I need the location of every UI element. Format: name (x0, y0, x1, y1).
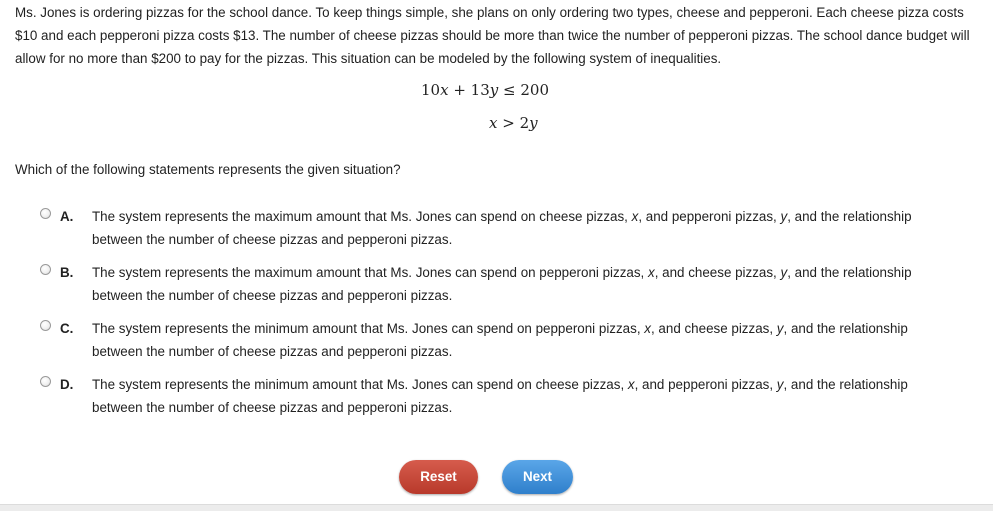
eq2-relation: > (497, 114, 520, 132)
inequality-budget (421, 81, 549, 99)
option-d-text-post: , and the relationship between the number of cheese pizzas and pepperoni pizzas. (92, 377, 908, 415)
option-a-text-post: , and the relationship between the number of cheese pizzas and pepperoni pizzas. (92, 209, 912, 247)
option-d-text-mid: , and pepperoni pizzas, (634, 377, 777, 392)
option-d-text[interactable] (92, 373, 912, 419)
option-d-text-pre: The system represents the minimum amount that Ms. Jones can spend on cheese pizzas, (92, 377, 628, 392)
eq1-plus: + (448, 81, 471, 99)
option-b[interactable] (0, 261, 993, 309)
option-b-text-pre: The system represents the maximum amount that Ms. Jones can spend on pepperoni pizzas, (92, 265, 648, 280)
option-a-letter: A. (60, 209, 74, 224)
option-b-radio[interactable] (40, 264, 51, 275)
next-button[interactable]: Next (502, 460, 573, 494)
reset-button[interactable]: Reset (399, 460, 478, 494)
eq1-var-x: x (440, 81, 449, 99)
option-b-letter: B. (60, 265, 74, 280)
option-c-text-pre: The system represents the minimum amount that Ms. Jones can spend on pepperoni pizzas, (92, 321, 645, 336)
option-c-var2: y (776, 321, 784, 336)
option-c-text-post: , and the relationship between the number of cheese pizzas and pepperoni pizzas. (92, 321, 908, 359)
problem-passage: Ms. Jones is ordering pizzas for the school dance. To keep things simple, she plans on only ordering two types, cheese and pepperoni. Each cheese pizza costs $10 and each pepperoni pizza costs $13. The number of cheese pizzas should be more than twice the number of pepperoni pizzas. The school dance budget will allow for no more than $200 to pay for the pizzas. This situation can be modeled by the following system of inequalities. (15, 5, 970, 66)
eq1-coef-a: 10 (421, 81, 441, 99)
option-c-text-mid: , and cheese pizzas, (650, 321, 777, 336)
question-prompt: Which of the following statements represents the given situation? (15, 162, 401, 177)
option-a-var1: x (631, 209, 639, 224)
option-b-var1: x (648, 265, 655, 280)
option-c-text[interactable] (92, 317, 912, 363)
option-a-text[interactable] (92, 205, 912, 251)
bottom-divider (0, 504, 993, 511)
option-d-var2: y (776, 377, 784, 392)
option-a-var2: y (780, 209, 788, 224)
option-a[interactable] (0, 205, 993, 253)
option-b-text-post: , and the relationship between the number of cheese pizzas and pepperoni pizzas. (92, 265, 912, 303)
eq1-rhs: 200 (520, 81, 549, 99)
option-c[interactable] (0, 317, 993, 365)
option-c-letter: C. (60, 321, 74, 336)
eq2-coef: 2 (519, 114, 530, 132)
eq1-relation: ≤ (498, 81, 521, 99)
eq1-coef-b: 13 (470, 81, 490, 99)
inequality-ratio (489, 114, 538, 132)
option-d[interactable] (0, 373, 993, 421)
eq2-var-y: y (529, 114, 538, 132)
option-b-text[interactable] (92, 261, 912, 307)
option-b-text-mid: , and cheese pizzas, (654, 265, 781, 280)
option-b-var2: y (780, 265, 788, 280)
eq2-var-x: x (489, 114, 498, 132)
option-d-var1: x (627, 377, 635, 392)
option-c-var1: x (644, 321, 651, 336)
option-c-radio[interactable] (40, 320, 51, 331)
option-a-radio[interactable] (40, 208, 51, 219)
eq1-var-y: y (489, 81, 499, 99)
option-a-text-pre: The system represents the maximum amount that Ms. Jones can spend on cheese pizzas, (92, 209, 632, 224)
option-a-text-mid: , and pepperoni pizzas, (638, 209, 781, 224)
option-d-radio[interactable] (40, 376, 51, 387)
option-d-letter: D. (60, 377, 74, 392)
